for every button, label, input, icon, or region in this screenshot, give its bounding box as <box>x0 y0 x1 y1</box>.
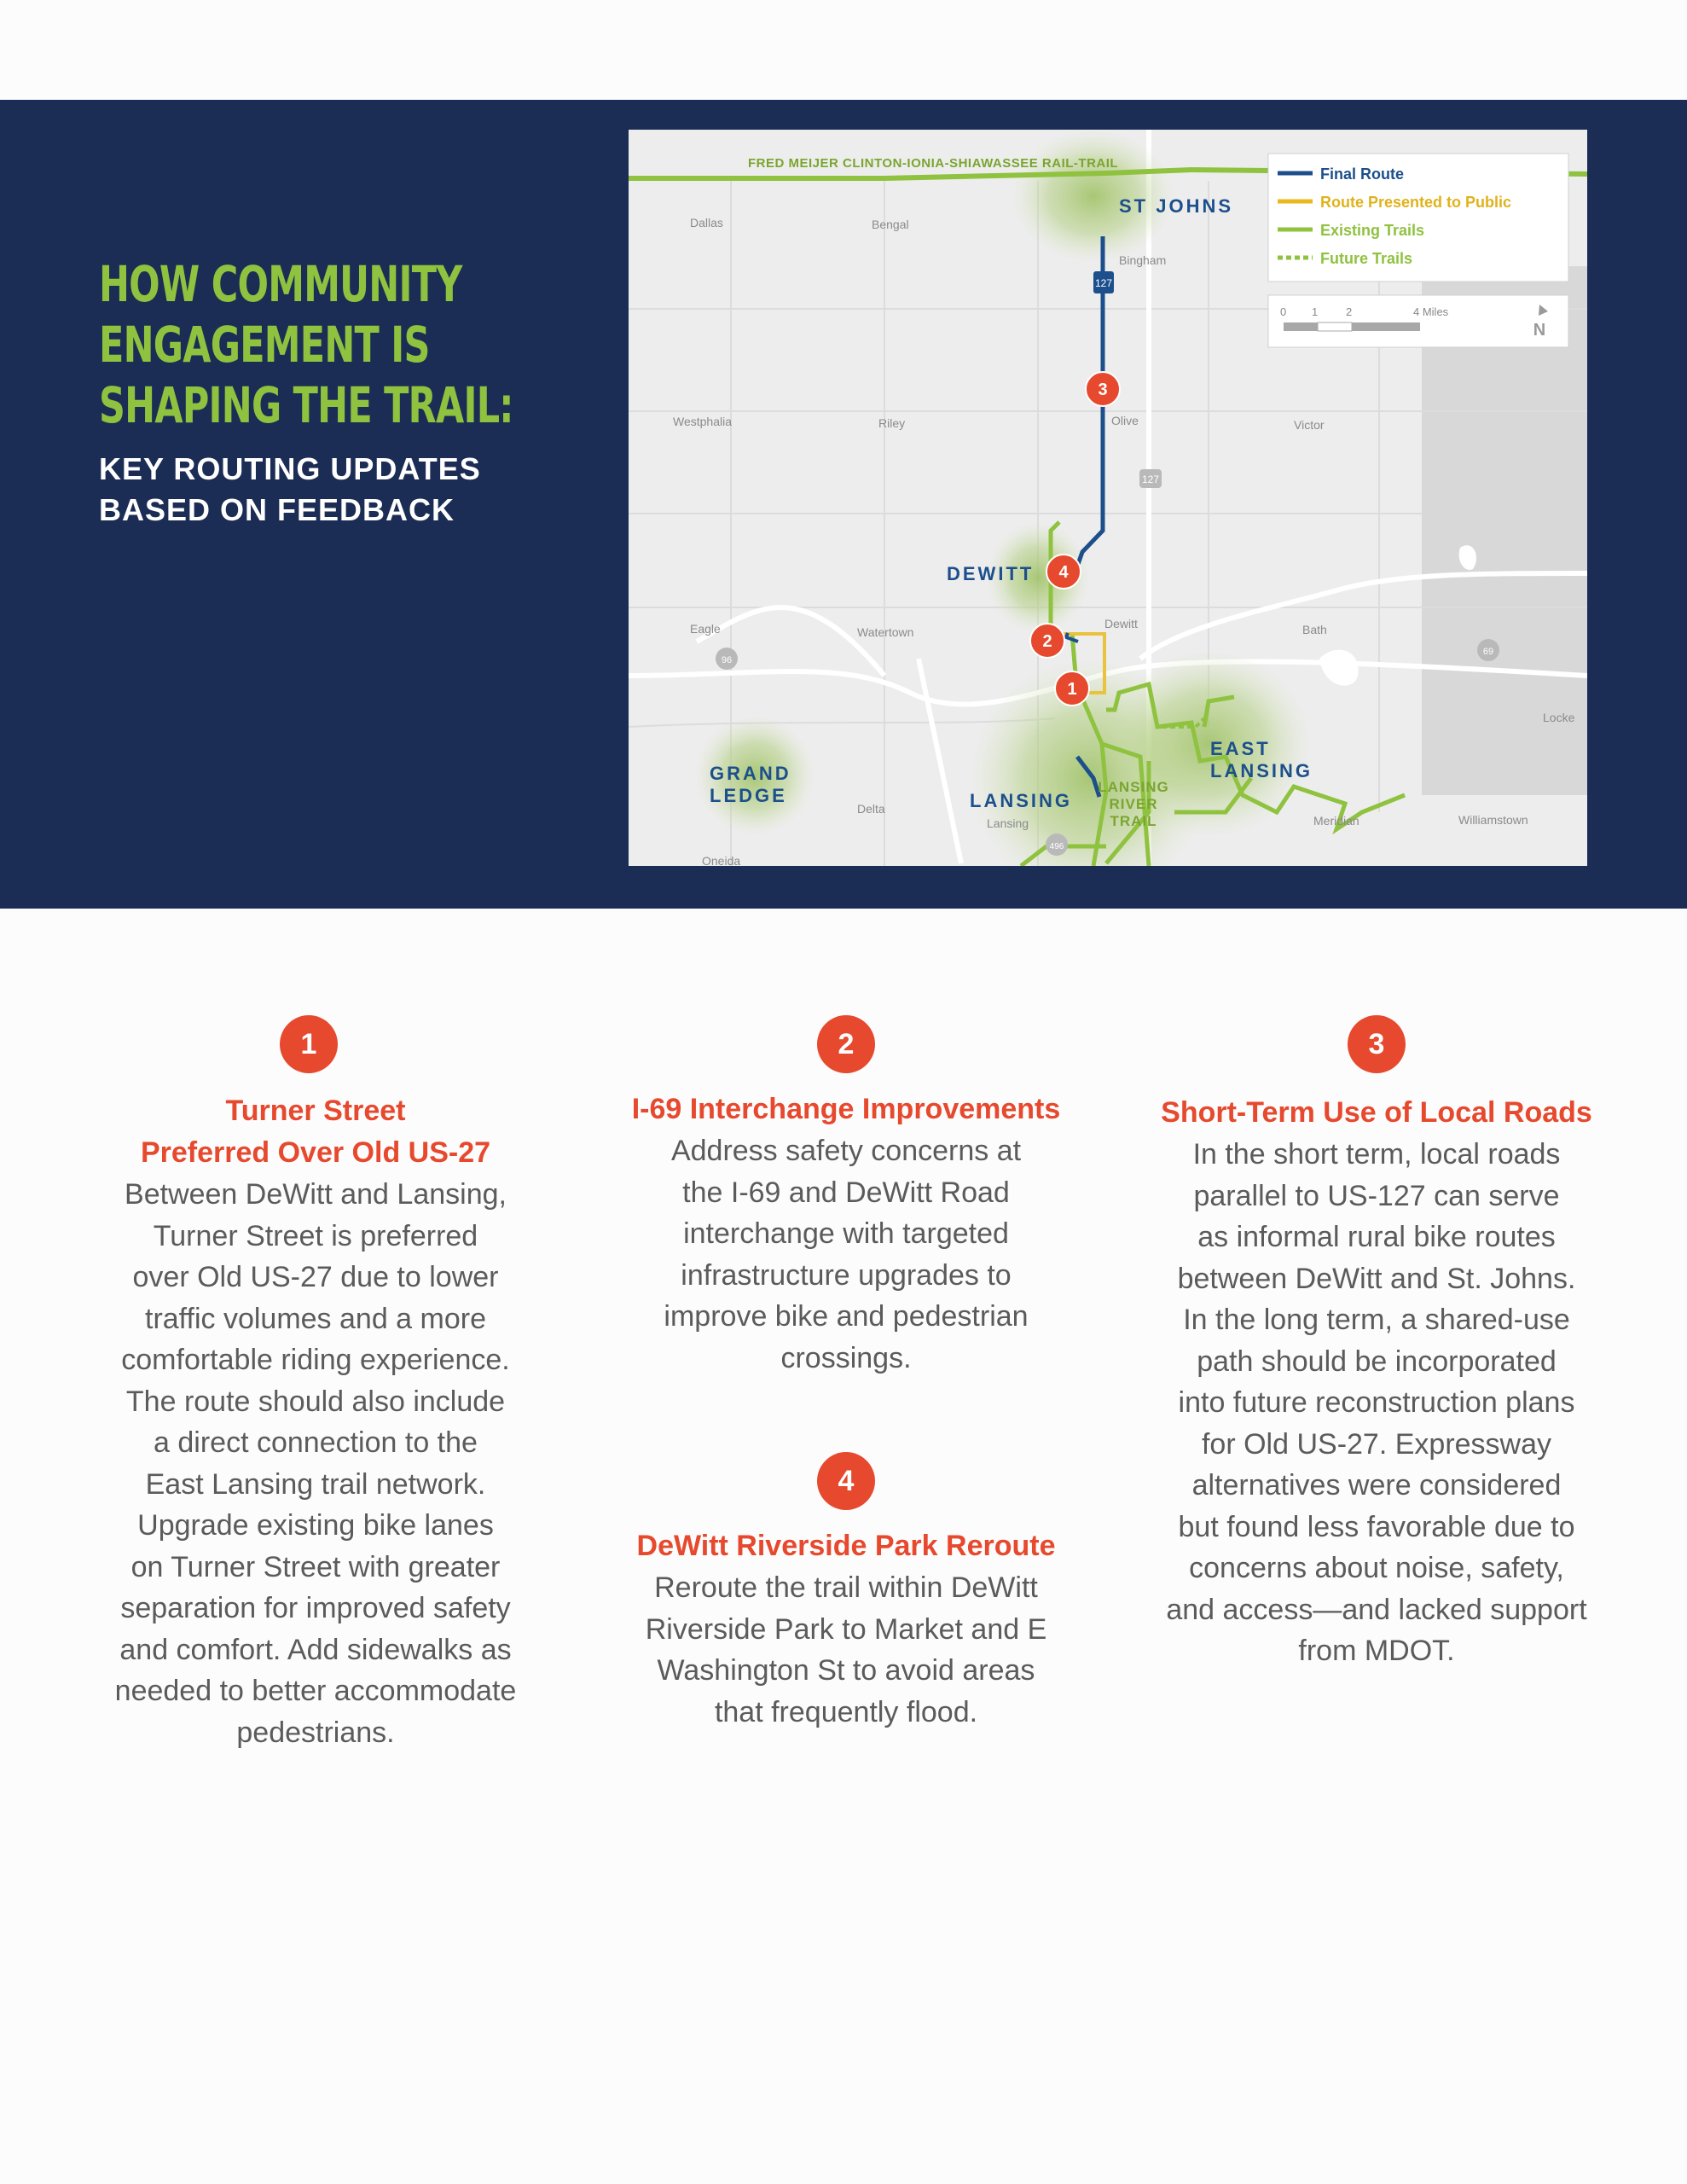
svg-text:127: 127 <box>1141 473 1160 485</box>
update-item-3 <box>1143 1015 1610 1672</box>
svg-text:TRAIL: TRAIL <box>1110 813 1157 829</box>
city-grand: GRAND <box>710 763 791 784</box>
item-title: DeWitt Riverside Park Reroute <box>636 1530 1056 1562</box>
city-dewitt: DEWITT <box>947 563 1035 584</box>
svg-text:Delta: Delta <box>857 802 885 816</box>
update-item-2 <box>612 1015 1080 1379</box>
svg-text:Bath: Bath <box>1302 623 1327 636</box>
svg-text:Meridian: Meridian <box>1313 814 1359 828</box>
svg-text:N: N <box>1533 321 1546 340</box>
number-badge: 3 <box>1348 1015 1406 1073</box>
svg-text:2: 2 <box>1346 305 1353 318</box>
city-ledge: LEDGE <box>710 785 787 806</box>
svg-text:Dallas: Dallas <box>690 216 723 229</box>
update-item-1 <box>85 1015 546 1753</box>
item-title: I-69 Interchange Improvements <box>631 1093 1061 1125</box>
svg-text:96: 96 <box>721 655 733 665</box>
svg-text:0: 0 <box>1280 305 1287 318</box>
number-badge: 4 <box>817 1452 875 1510</box>
svg-text:Final Route: Final Route <box>1320 166 1404 183</box>
svg-text:Victor: Victor <box>1294 418 1325 432</box>
svg-text:Route Presented to Public: Route Presented to Public <box>1320 194 1512 211</box>
svg-text:496: 496 <box>1049 842 1064 851</box>
svg-text:Locke: Locke <box>1543 711 1575 724</box>
svg-text:Watertown: Watertown <box>857 625 914 639</box>
headline-line: SHAPING THE TRAIL: <box>99 376 513 434</box>
number-badge: 1 <box>280 1015 338 1073</box>
svg-text:3: 3 <box>1098 380 1108 399</box>
svg-text:Lansing: Lansing <box>987 816 1029 830</box>
svg-text:RIVER: RIVER <box>1109 796 1158 812</box>
rail-trail-label: FRED MEIJER CLINTON-IONIA-SHIAWASSEE RAIL-TRAIL <box>748 156 1119 171</box>
svg-text:1: 1 <box>1312 305 1319 318</box>
city-lansing: LANSING <box>970 790 1072 811</box>
svg-text:4: 4 <box>1058 563 1069 582</box>
marker-1 <box>1055 671 1089 706</box>
subheadline-line: KEY ROUTING UPDATES <box>99 451 481 486</box>
svg-text:Future Trails: Future Trails <box>1320 250 1413 267</box>
number-badge: 2 <box>817 1015 875 1073</box>
headline-line: ENGAGEMENT IS <box>99 316 430 374</box>
item-title: Short-Term Use of Local Roads <box>1161 1096 1592 1129</box>
marker-4 <box>1046 555 1081 589</box>
city-east: EAST <box>1210 738 1271 759</box>
svg-text:Westphalia: Westphalia <box>673 415 733 428</box>
headline <box>99 254 513 436</box>
route-map <box>629 130 1587 866</box>
svg-text:Bengal: Bengal <box>872 218 909 231</box>
svg-text:1: 1 <box>1067 680 1077 699</box>
svg-text:2: 2 <box>1042 632 1052 651</box>
svg-text:Bingham: Bingham <box>1119 253 1167 267</box>
svg-text:Eagle: Eagle <box>690 622 721 636</box>
svg-text:Existing Trails: Existing Trails <box>1320 222 1425 239</box>
svg-text:Williamstown: Williamstown <box>1458 813 1528 827</box>
svg-text:Olive: Olive <box>1111 414 1139 427</box>
city-east-lansing: LANSING <box>1210 760 1313 781</box>
marker-2 <box>1030 624 1064 658</box>
subheadline <box>99 449 481 531</box>
svg-text:Riley: Riley <box>878 416 906 430</box>
subheadline-line: BASED ON FEEDBACK <box>99 492 455 527</box>
headline-line: HOW COMMUNITY <box>99 255 462 313</box>
item-text: Between DeWitt and Lansing, Turner Street is preferred over Old US-27 due to lower traffic volumes and a more comfortable riding experience. The route should also include a direct connection to the East Lansing trail network. Upgrade existing bike lanes on Turner Street with greater separation for improved safety and comfort. Add sidewalks as needed to better accommodate pedestrians. <box>114 1178 517 1749</box>
item-text: Address safety concerns at the I-69 and DeWitt Road interchange with targeted infrastructure upgrades to improve bike and pedestrian crossings. <box>664 1135 1029 1374</box>
marker-3 <box>1086 372 1120 406</box>
svg-text:69: 69 <box>1482 647 1494 657</box>
map-legend <box>1268 154 1568 282</box>
svg-text:LANSING: LANSING <box>1098 779 1169 795</box>
map-scale <box>1268 295 1568 347</box>
update-item-4 <box>612 1452 1080 1733</box>
city-st-johns: ST JOHNS <box>1119 195 1234 217</box>
item-title: Turner Street Preferred Over Old US-27 <box>140 1095 491 1169</box>
svg-text:Dewitt: Dewitt <box>1104 617 1138 630</box>
item-text: Reroute the trail within DeWitt Riverside Park to Market and E Washington St to avoid areas that frequently flood. <box>645 1571 1047 1728</box>
svg-text:Oneida: Oneida <box>702 854 741 866</box>
svg-text:127: 127 <box>1094 277 1113 289</box>
item-text: In the short term, local roads parallel to US-127 can serve as informal rural bike routes between DeWitt and St. Johns. In the long term, a shared-use path should be incorporated into future reconstruction plans for Old US-27. Expressway alternatives were considered but found less favorable due to concerns about noise, safety, and access—and lacked support from MDOT. <box>1166 1138 1587 1667</box>
svg-text:4 Miles: 4 Miles <box>1413 305 1449 318</box>
